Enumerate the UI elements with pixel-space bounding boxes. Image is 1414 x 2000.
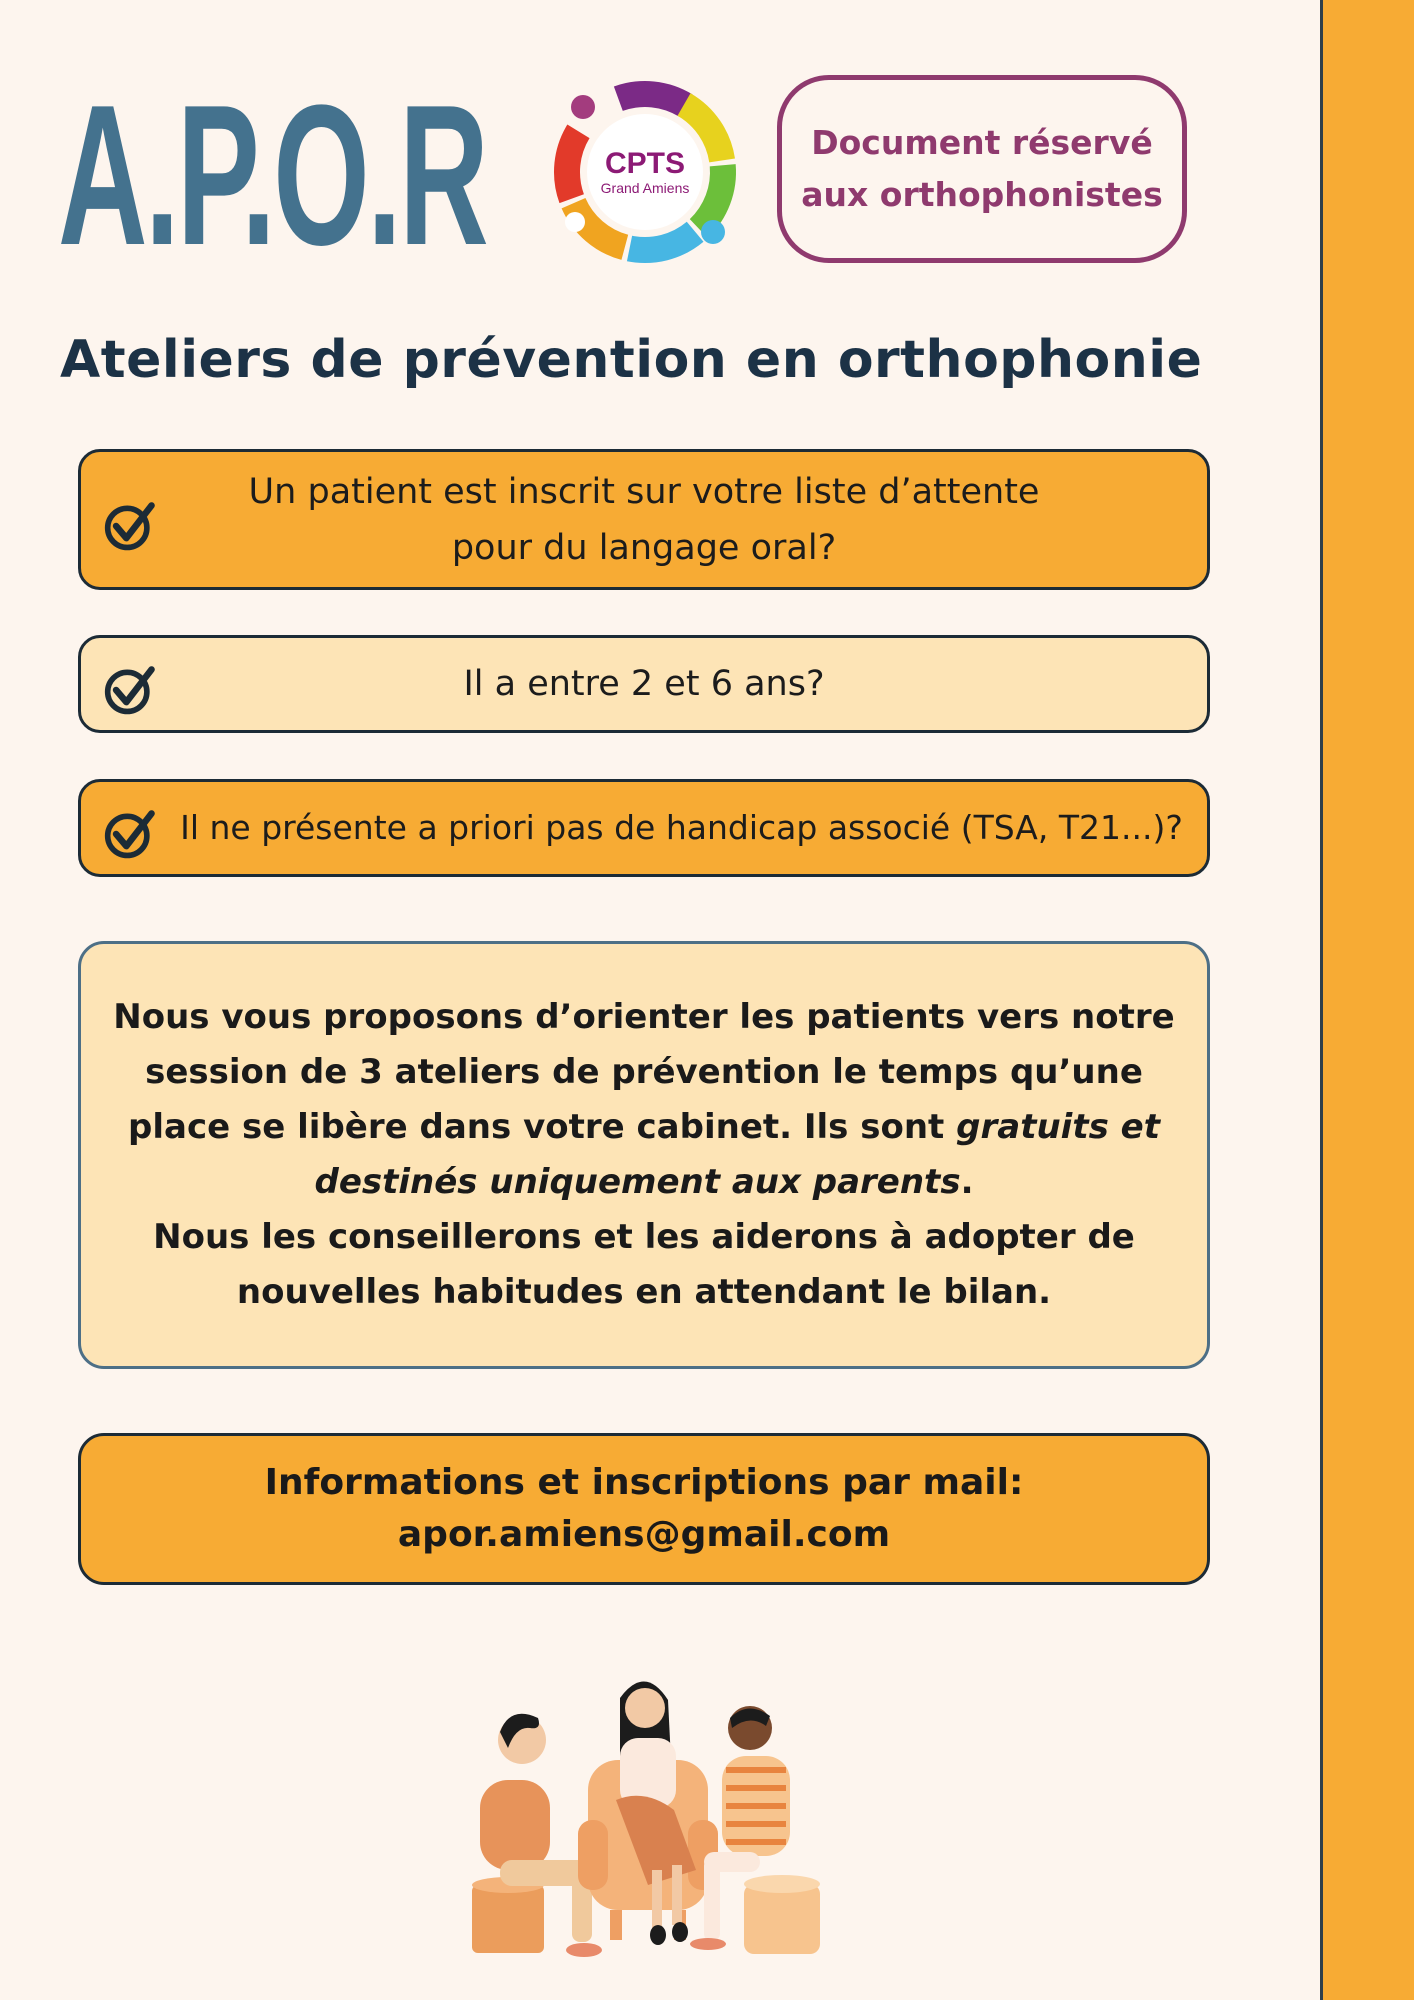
contact-email[interactable]: apor.amiens@gmail.com — [397, 1514, 891, 1555]
page-title: Ateliers de prévention en orthophonie — [60, 330, 1203, 390]
info-paragraph — [111, 990, 1177, 1210]
criterion-text: Il ne présente a priori pas de handicap associé (TSA, T21...)? — [180, 808, 1183, 847]
info-paragraph-2: Nous les conseillerons et les aiderons à adopter de nouvelles habitudes en attendant le bilan. — [153, 1217, 1135, 1312]
logo-main-text: CPTS — [604, 147, 685, 180]
reserved-notice-badge — [777, 75, 1187, 263]
criterion-box — [78, 635, 1210, 733]
info-panel — [78, 941, 1210, 1369]
check-circle-icon — [103, 498, 159, 554]
logo-sub-text: Grand Amiens — [600, 180, 690, 196]
check-circle-icon — [103, 662, 159, 718]
criterion-text: pour du langage oral? — [451, 527, 837, 568]
info-text: Nous vous proposons d’orienter les patients vers notre session de 3 ateliers de prévention le temps qu’une place se libère dans votre cabinet. Ils sont — [113, 997, 1175, 1147]
reserved-notice-line: Document réservé — [811, 123, 1153, 162]
info-emphasis: gratuits et destinés uniquement aux parents — [314, 1107, 1160, 1202]
side-accent-bar — [1320, 0, 1414, 2000]
criterion-box — [78, 449, 1210, 590]
check-circle-icon — [103, 806, 159, 862]
criterion-box — [78, 779, 1210, 877]
criterion-text: Il a entre 2 et 6 ans? — [463, 664, 825, 704]
criterion-text: Un patient est inscrit sur votre liste d’attente — [248, 471, 1040, 512]
contact-panel — [78, 1433, 1210, 1585]
contact-label: Informations et inscriptions par mail: — [264, 1462, 1024, 1503]
brand-title: A.P.O.R — [58, 64, 487, 287]
cpts-logo — [545, 72, 745, 272]
reserved-notice-line: aux orthophonistes — [801, 175, 1163, 214]
people-meeting-illustration — [460, 1670, 840, 1960]
info-text-end: . — [960, 1162, 974, 1202]
